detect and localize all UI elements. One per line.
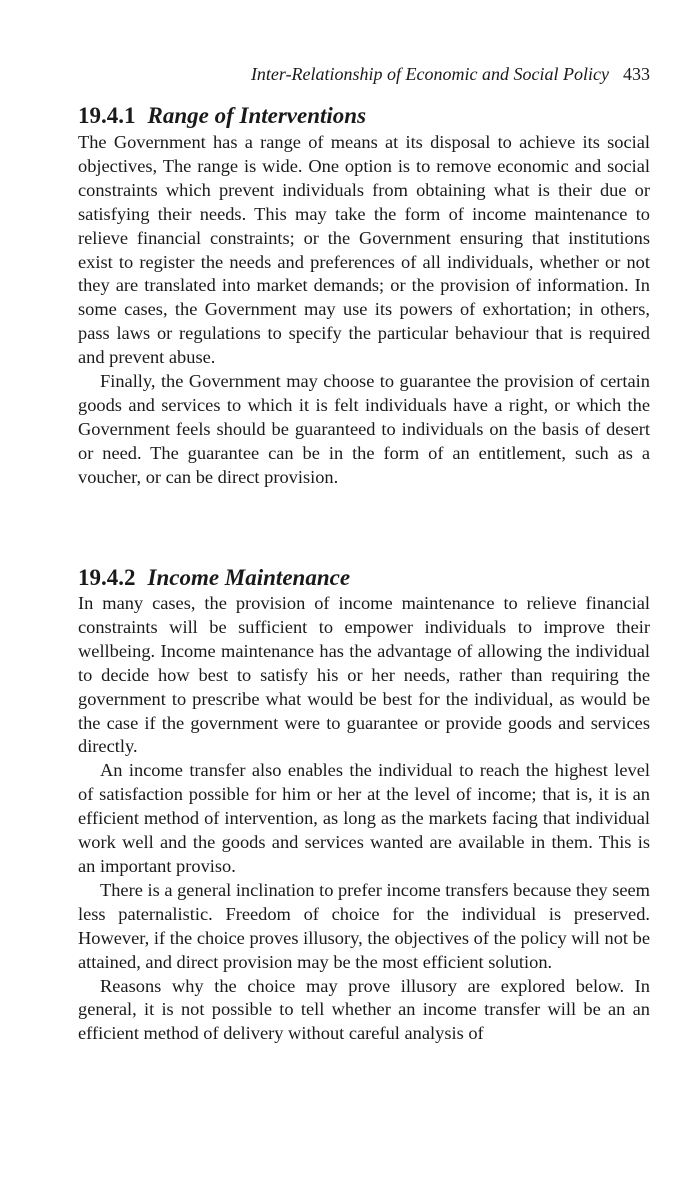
running-head-title: Inter-Relationship of Economic and Social Policy (250, 64, 609, 84)
paragraph: There is a general inclination to prefer income transfers because they seem less paternalistic. Freedom of choice for the individual is preserved. However, if the choice proves illusory, the objectives of the policy will not be attained, and direct provision may be the most efficient solution. (78, 879, 650, 972)
section-title: Range of Interventions (147, 103, 367, 128)
section-body-19-4-1 (78, 131, 650, 490)
page-number: 433 (623, 64, 650, 84)
section-number: 19.4.2 (78, 565, 136, 590)
section-body-19-4-2 (78, 592, 650, 1046)
paragraph: An income transfer also enables the individual to reach the highest level of satisfaction possible for him or her at the level of income; that is, it is an efficient method of intervention, as long as the markets facing that individual work well and the goods and services wanted are available in them. This is an important proviso. (78, 760, 650, 876)
section-title: Income Maintenance (147, 565, 351, 590)
paragraph: In many cases, the provision of income maintenance to relieve financial constraints will be sufficient to empower individuals to improve their wellbeing. Income maintenance has the advantage of allowing the individual to decide how best to satisfy his or her needs, rather than requiring the government to prescribe what would be best for the individual, as would be the case if the government were to guarantee or provide goods and services directly. (78, 593, 650, 757)
section-heading-19-4-1 (78, 102, 366, 130)
paragraph: Finally, the Government may choose to guarantee the provision of certain goods and services to which it is felt individuals have a right, or which the Government feels should be guaranteed to individuals on the basis of desert or need. The guarantee can be in the form of an entitlement, such as a voucher, or can be direct provision. (78, 371, 650, 487)
paragraph: The Government has a range of means at its disposal to achieve its social objectives, The range is wide. One option is to remove economic and social constraints which prevent individuals from obtaining what is their due or satisfying their needs. This may take the form of income maintenance to relieve financial constraints; or the Government ensuring that institutions exist to register the needs and preferences of all individuals, whether or not they are translated into market demands; or the provision of information. In some cases, the Government may use its powers of exhortation; in others, pass laws or regulations to specify the particular behaviour that is required and prevent abuse. (78, 132, 650, 368)
section-heading-19-4-2 (78, 564, 350, 592)
section-number: 19.4.1 (78, 103, 136, 128)
running-head (251, 62, 650, 86)
paragraph: Reasons why the choice may prove illusory are explored below. In general, it is not possible to tell whether an income transfer will be an an efficient method of delivery without careful analysis of (78, 975, 650, 1044)
